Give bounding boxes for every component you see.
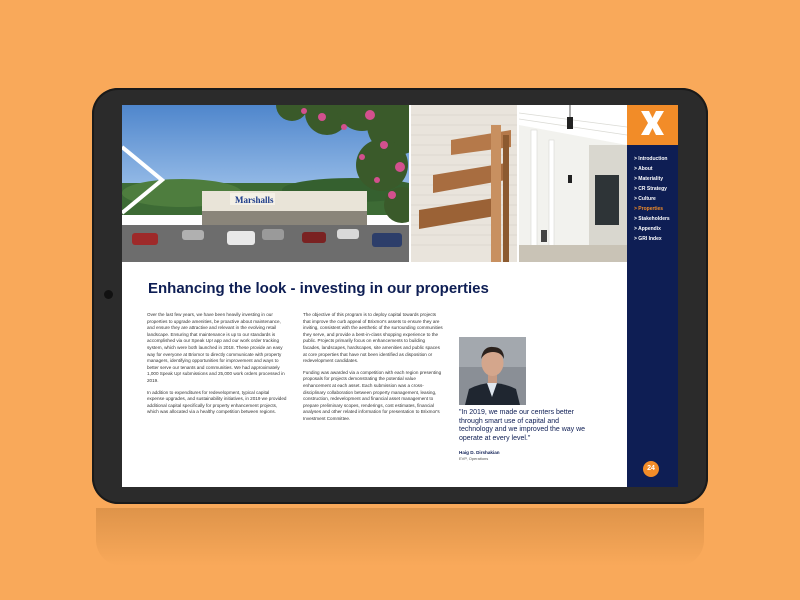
nav-item-materiality[interactable]: > Materiality bbox=[634, 176, 664, 182]
tablet-reflection bbox=[96, 508, 704, 566]
executive-portrait bbox=[459, 337, 526, 405]
page-number-badge: 24 bbox=[643, 461, 659, 477]
nav-item-about[interactable]: > About bbox=[634, 166, 653, 172]
nav-item-introduction[interactable]: > Introduction bbox=[634, 156, 668, 162]
brick-wall-bench-photo bbox=[411, 105, 517, 262]
paragraph: The objective of this program is to deploy capital towards projects that improve the curb appeal of Brixmor's assets to ensure they are inviting, consistent with the aesthetic of the surrounding communities they serve, and provide a best-in-class shopping experience to the public. Projects primarily focus on enhancements to building facades, landscapes, hardscapes, site amenities and public spaces at core properties that have not been identified as disposition or redevelopment candidates. bbox=[303, 312, 443, 364]
pull-quote: "In 2019, we made our centers better through smart use of capital and technology and we improved the way we operate at every level." bbox=[459, 409, 586, 442]
quote-author-name: Haig D. Dirshakian bbox=[459, 450, 500, 455]
body-column-2 bbox=[303, 312, 443, 428]
paragraph: Over the last few years, we have been heavily investing in our properties to upgrade amenities, be proactive about maintenance, and ensure they are attractive and relevant in the evolving retail landscape. Ensuring that maintenance is up to our standards is accomplished via our Speak Up! app and our work order tracking system, which were both launched in 2018. These provide an easy way for everyone at Brixmor to directly communicate with property managers, identifying opportunities for improvement and ways to better serve our tenants and communities. We had approximately 1,000 Speak Up! submissions and 25,000 work orders processed in 2019. bbox=[147, 312, 285, 383]
store-sign: Marshalls bbox=[235, 195, 274, 205]
paragraph: In addition to expenditures for redevelopment, typical capital expense upgrades, and sustainability initiatives, in 2019 we provided additional capital specifically for property enhancement projects, which was allocated via a healthy competition between regions. bbox=[147, 389, 287, 415]
nav-item-properties[interactable]: > Properties bbox=[634, 206, 664, 212]
quote-author-role: EVP, Operations bbox=[459, 456, 489, 461]
nav-item-cr-strategy[interactable]: > CR Strategy bbox=[634, 186, 667, 192]
tablet-camera bbox=[104, 290, 113, 299]
page-title: Enhancing the look - investing in our properties bbox=[148, 280, 489, 297]
paragraph: Funding was awarded via a competition with each region presenting proposals for projects demonstrating the potential value enhancement at each asset. Each submission was a cross-disciplinary collaboration between property management, leasing, construction, redevelopment and financial asset management to prepare preliminary scopes, renderings, cost estimates, financial analyses and other related information for presentation to Brixmor's Investment Committee. bbox=[303, 369, 442, 421]
nav-item-stakeholders[interactable]: > Stakeholders bbox=[634, 216, 670, 222]
sidebar bbox=[627, 105, 678, 487]
nav-item-gri-index[interactable]: > GRI Index bbox=[634, 236, 662, 242]
tablet-screen bbox=[122, 105, 678, 487]
body-column-1 bbox=[147, 312, 287, 421]
section-nav bbox=[634, 154, 670, 244]
logo-tab[interactable] bbox=[627, 105, 678, 145]
covered-walkway-photo bbox=[519, 105, 627, 262]
x-logo-icon bbox=[627, 105, 678, 145]
nav-item-culture[interactable]: > Culture bbox=[634, 196, 656, 202]
shopping-center-photo bbox=[122, 105, 409, 262]
nav-item-appendix[interactable]: > Appendix bbox=[634, 226, 661, 232]
chevron-decoration-icon bbox=[122, 145, 167, 215]
